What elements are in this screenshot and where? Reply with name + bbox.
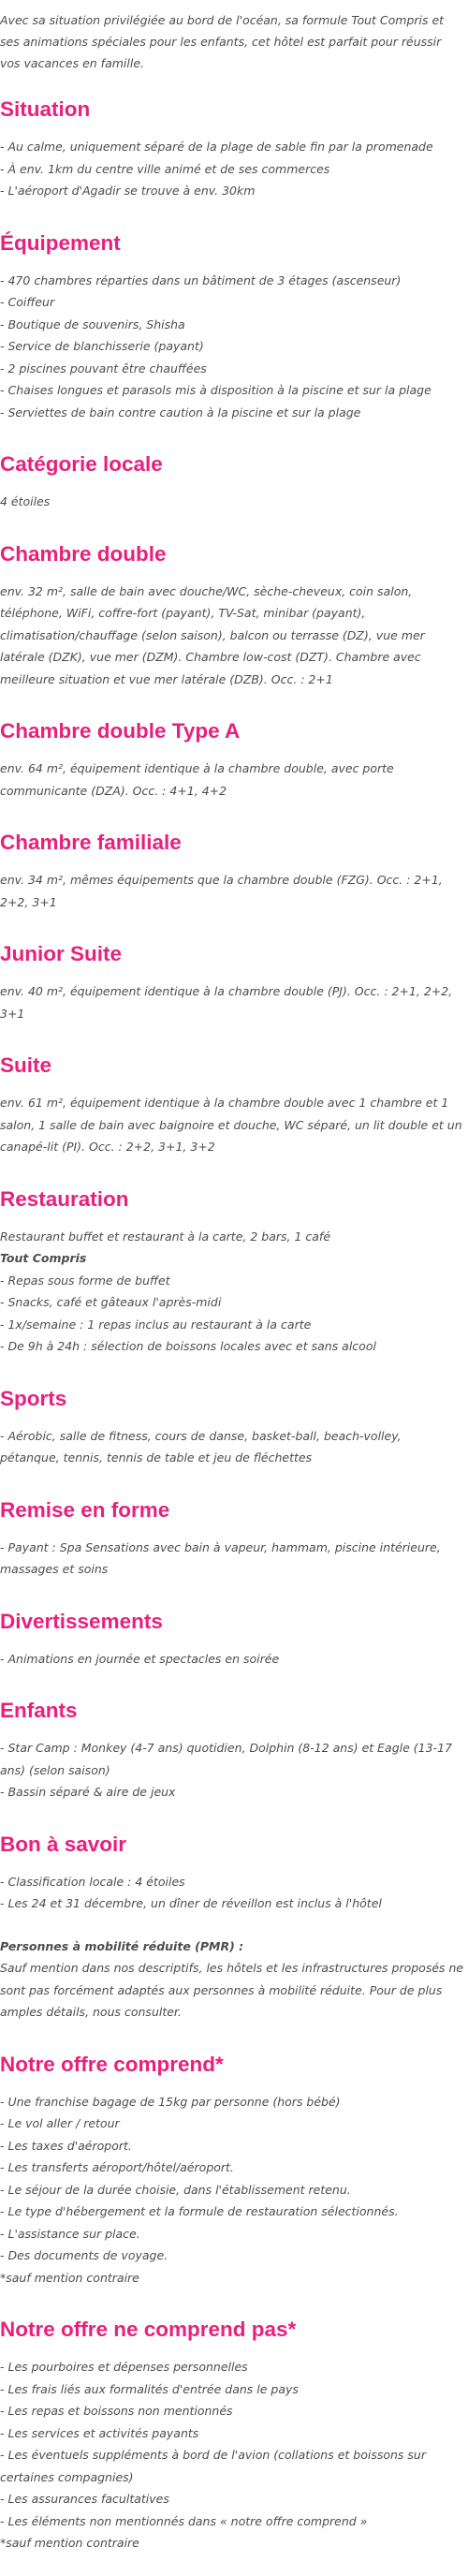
section-title: Suite bbox=[0, 1053, 52, 1077]
section-chambre-double-type-a bbox=[0, 718, 464, 802]
text-line: *sauf mention contraire bbox=[0, 2536, 139, 2550]
section-title: Bon à savoir bbox=[0, 1832, 127, 1856]
text-line: env. 61 m², équipement identique à la chambre double avec 1 chambre et 1 salon, 1 salle de bain avec baignoire et douche, WC séparé, un lit double et un canapé-lit (PI). Occ. : 2+2, 3+1, 3+2 bbox=[0, 1096, 462, 1154]
text-line: - Les frais liés aux formalités d'entrée dans le pays bbox=[0, 2381, 299, 2396]
text-line: env. 64 m², équipement identique à la chambre double, avec porte communicante (DZA). Occ. : 4+1, 4+2 bbox=[0, 761, 394, 798]
text-line: - Boutique de souvenirs, Shisha bbox=[0, 316, 185, 331]
text-line: - Payant : Spa Sensations avec bain à vapeur, hammam, piscine intérieure, massages et soins bbox=[0, 1539, 441, 1576]
section-restauration bbox=[0, 1186, 464, 1358]
text-line: - Le type d'hébergement et la formule de restauration sélectionnés. bbox=[0, 2204, 399, 2218]
section-title: Notre offre ne comprend pas* bbox=[0, 2318, 297, 2341]
text-line: - Repas sous forme de buffet bbox=[0, 1273, 170, 1288]
text-line: env. 40 m², équipement identique à la chambre double (PJ). Occ. : 2+1, 2+2, 3+1 bbox=[0, 984, 453, 1021]
text-line: - Serviettes de bain contre caution à la piscine et sur la plage bbox=[0, 405, 361, 420]
text-line: - Les pourboires et dépenses personnelles bbox=[0, 2360, 248, 2374]
text-line: - Le vol aller / retour bbox=[0, 2116, 120, 2130]
text-line: 4 étoiles bbox=[0, 494, 51, 508]
section-suite bbox=[0, 1052, 464, 1158]
text-line: env. 34 m², mêmes équipements que la chambre double (FZG). Occ. : 2+1, 2+2, 3+1 bbox=[0, 873, 443, 909]
section-categorie bbox=[0, 451, 464, 513]
text-line: - Les éventuels suppléments à bord de l'avion (collations et boissons sur certaines compagnies) bbox=[0, 2448, 426, 2484]
text-line: - L'assistance sur place. bbox=[0, 2226, 140, 2241]
text-line: - À env. 1km du centre ville animé et de ses commerces bbox=[0, 161, 330, 176]
text-line: - Classification locale : 4 étoiles bbox=[0, 1874, 185, 1889]
text-line: - De 9h à 24h : sélection de boissons locales avec et sans alcool bbox=[0, 1339, 376, 1353]
text-line: Restaurant buffet et restaurant à la carte, 2 bars, 1 café bbox=[0, 1229, 331, 1244]
subheading: Tout Compris bbox=[0, 1251, 87, 1265]
section-junior-suite bbox=[0, 941, 464, 1024]
section-chambre-familiale bbox=[0, 830, 464, 913]
text-line: - Chaises longues et parasols mis à disposition à la piscine et sur la plage bbox=[0, 383, 431, 397]
text-line: - Les 24 et 31 décembre, un dîner de réveillon est inclus à l'hôtel bbox=[0, 1896, 382, 1910]
subheading: Personnes à mobilité réduite (PMR) : bbox=[0, 1938, 244, 1953]
text-line: - Les assurances facultatives bbox=[0, 2492, 169, 2506]
section-chambre-double bbox=[0, 541, 464, 691]
text-line: - Les services et activités payants bbox=[0, 2425, 199, 2440]
text-line: - 1x/semaine : 1 repas inclus au restaurant à la carte bbox=[0, 1317, 312, 1332]
text-line: - Des documents de voyage. bbox=[0, 2248, 168, 2262]
section-title: Junior Suite bbox=[0, 942, 123, 965]
section-title: Équipement bbox=[0, 230, 121, 255]
section-title: Notre offre comprend* bbox=[0, 2052, 224, 2076]
text-line: - Le séjour de la durée choisie, dans l'établissement retenu. bbox=[0, 2182, 351, 2197]
text-line: - Snacks, café et gâteaux l'après-midi bbox=[0, 1295, 222, 1309]
paragraph-gap bbox=[0, 1915, 464, 1936]
text-line: *sauf mention contraire bbox=[0, 2270, 139, 2285]
sections-container bbox=[0, 96, 464, 2554]
text-line: env. 32 m², salle de bain avec douche/WC, sèche-cheveux, coin salon, téléphone, WiFi, coffre-fort (payant), TV-Sat, minibar (payant), climatisation/chauffage (selon saison), balcon ou terrasse (DZ), vue mer latérale (DZK), vue mer (DZM). Chambre low-cost (DZT). Chambre avec meilleure situation et vue mer latérale (DZB). Occ. : 2+1 bbox=[0, 583, 425, 686]
section-title: Enfants bbox=[0, 1699, 78, 1722]
text-line: - Les taxes d'aéroport. bbox=[0, 2138, 132, 2153]
text-line: - Les transferts aéroport/hôtel/aéroport. bbox=[0, 2160, 234, 2174]
text-line: - L'aéroport d'Agadir se trouve à env. 30km bbox=[0, 184, 256, 198]
text-line: - Animations en journée et spectacles en soirée bbox=[0, 1651, 280, 1666]
text-line: - Au calme, uniquement séparé de la plage de sable fin par la promenade bbox=[0, 140, 433, 154]
section-remise-en-forme bbox=[0, 1497, 464, 1581]
section-enfants bbox=[0, 1698, 464, 1803]
text-line: - 2 piscines pouvant être chauffées bbox=[0, 361, 207, 375]
section-title: Remise en forme bbox=[0, 1497, 170, 1522]
section-offre-comprend bbox=[0, 2052, 464, 2289]
section-title: Chambre double bbox=[0, 541, 167, 566]
section-title: Situation bbox=[0, 97, 91, 121]
intro-paragraph: Avec sa situation privilégiée au bord de l'océan, sa formule Tout Compris et ses animations spéciales pour les enfants, cet hôtel est parfait pour réussir vos vacances en famille. bbox=[0, 13, 445, 70]
section-equipement bbox=[0, 230, 464, 424]
section-divertissements bbox=[0, 1609, 464, 1671]
section-title: Sports bbox=[0, 1386, 67, 1410]
text-line: - Star Camp : Monkey (4-7 ans) quotidien, Dolphin (8-12 ans) et Eagle (13-17 ans) (selon saison) bbox=[0, 1741, 452, 1777]
text-line: - Une franchise bagage de 15kg par personne (hors bébé) bbox=[0, 2094, 341, 2109]
section-title: Chambre familiale bbox=[0, 831, 182, 854]
section-sports bbox=[0, 1386, 464, 1469]
section-bon-a-savoir bbox=[0, 1832, 464, 2024]
section-title: Chambre double Type A bbox=[0, 719, 241, 743]
section-title: Restauration bbox=[0, 1186, 129, 1211]
section-situation bbox=[0, 96, 464, 202]
text-line: - Bassin séparé & aire de jeux bbox=[0, 1785, 176, 1799]
section-title: Divertissements bbox=[0, 1609, 163, 1633]
text-line: Sauf mention dans nos descriptifs, les hôtels et les infrastructures proposés ne sont pas forcément adaptés aux personnes à mobilité réduite. Pour de plus amples détails, nous consulter. bbox=[0, 1961, 464, 2019]
text-line: - Les repas et boissons non mentionnés bbox=[0, 2404, 233, 2418]
text-line: - Service de blanchisserie (payant) bbox=[0, 339, 204, 353]
section-title: Catégorie locale bbox=[0, 452, 163, 476]
text-line: - Coiffeur bbox=[0, 295, 55, 309]
text-line: - 470 chambres réparties dans un bâtiment de 3 étages (ascenseur) bbox=[0, 272, 402, 287]
text-line: - Les éléments non mentionnés dans « notre offre comprend » bbox=[0, 2513, 368, 2528]
section-offre-ne-comprend-pas bbox=[0, 2317, 464, 2554]
text-line: - Aérobic, salle de fitness, cours de danse, basket-ball, beach-volley, pétanque, tennis, tennis de table et jeu de fléchettes bbox=[0, 1428, 402, 1465]
